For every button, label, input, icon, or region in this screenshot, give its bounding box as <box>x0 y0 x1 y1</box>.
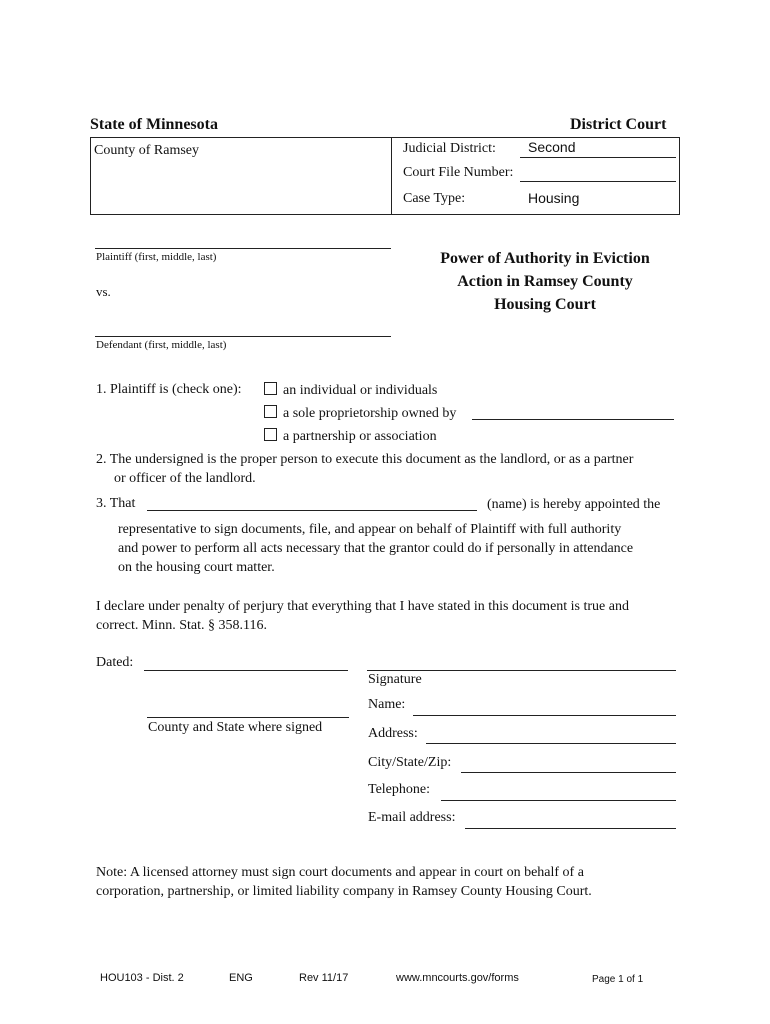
city-state-zip-field[interactable] <box>461 772 676 773</box>
email-field[interactable] <box>465 828 676 829</box>
note-line1: Note: A licensed attorney must sign court documents and appear in court on behalf of a <box>96 865 584 880</box>
item1-label: 1. Plaintiff is (check one): <box>96 382 242 397</box>
telephone-field[interactable] <box>441 800 676 801</box>
caption-divider <box>391 137 392 215</box>
item3-line2: and power to perform all acts necessary that the grantor could do if personally in attendance <box>118 541 634 556</box>
plaintiff-label: Plaintiff (first, middle, last) <box>96 251 217 263</box>
item3-line3: on the housing court matter. <box>118 560 275 575</box>
signature-field[interactable] <box>367 670 676 671</box>
state-heading: State of Minnesota <box>90 116 218 133</box>
footer-language: ENG <box>229 972 253 984</box>
county-label: County of Ramsey <box>94 143 199 158</box>
court-file-number-field[interactable] <box>520 181 676 182</box>
dated-label: Dated: <box>96 655 134 670</box>
form-title-line2: Action in Ramsey County <box>457 273 633 290</box>
footer-page-number: Page 1 of 1 <box>592 974 644 985</box>
form-title <box>392 247 698 316</box>
item3-suffix: (name) is hereby appointed the <box>487 497 661 512</box>
declaration-line2: correct. Minn. Stat. § 358.116. <box>96 618 267 633</box>
defendant-label: Defendant (first, middle, last) <box>96 339 227 351</box>
judicial-district-label: Judicial District: <box>403 141 496 156</box>
declaration-line1: I declare under penalty of perjury that everything that I have stated in this document is true and <box>96 599 629 614</box>
name-field[interactable] <box>413 715 676 716</box>
item2-line2: or officer of the landlord. <box>114 471 256 486</box>
county-state-label: County and State where signed <box>148 720 323 735</box>
city-state-zip-label: City/State/Zip: <box>368 755 452 770</box>
plaintiff-name-field[interactable] <box>95 248 391 249</box>
name-label: Name: <box>368 697 406 712</box>
judicial-district-line <box>520 157 676 158</box>
option-partnership[interactable]: a partnership or association <box>264 428 437 445</box>
signature-label: Signature <box>368 672 422 687</box>
vs-label: vs. <box>96 284 111 299</box>
court-file-number-label: Court File Number: <box>403 165 514 180</box>
telephone-label: Telephone: <box>368 782 430 797</box>
court-heading: District Court <box>570 116 667 133</box>
sole-proprietor-owner-field[interactable] <box>472 419 674 420</box>
address-label: Address: <box>368 726 418 741</box>
email-label: E-mail address: <box>368 810 456 825</box>
note-line2: corporation, partnership, or limited liability company in Ramsey County Housing Court. <box>96 884 592 899</box>
form-title-line3: Housing Court <box>494 296 596 313</box>
judicial-district-value[interactable]: Second <box>528 139 576 155</box>
item3-line1: representative to sign documents, file, and appear on behalf of Plaintiff with full authority <box>118 522 622 537</box>
footer-url[interactable]: www.mncourts.gov/forms <box>396 972 519 984</box>
county-state-field[interactable] <box>147 717 349 718</box>
dated-field[interactable] <box>144 670 348 671</box>
form-title-line1: Power of Authority in Eviction <box>440 250 650 267</box>
checkbox-individual[interactable] <box>264 382 277 395</box>
checkbox-partnership[interactable] <box>264 428 277 441</box>
checkbox-sole-proprietorship[interactable] <box>264 405 277 418</box>
item3-prefix: 3. That <box>96 496 136 511</box>
footer-revision: Rev 11/17 <box>299 972 349 984</box>
representative-name-field[interactable] <box>147 510 477 511</box>
option-individual[interactable]: an individual or individuals <box>264 382 437 399</box>
address-field[interactable] <box>426 743 676 744</box>
item2-line1: 2. The undersigned is the proper person to execute this document as the landlord, or as a partner <box>96 452 634 467</box>
case-type-label: Case Type: <box>403 191 466 206</box>
option-sole-proprietorship[interactable]: a sole proprietorship owned by <box>264 405 456 422</box>
case-type-value[interactable]: Housing <box>528 190 580 206</box>
footer-form-id: HOU103 - Dist. 2 <box>100 972 184 984</box>
defendant-name-field[interactable] <box>95 336 391 337</box>
